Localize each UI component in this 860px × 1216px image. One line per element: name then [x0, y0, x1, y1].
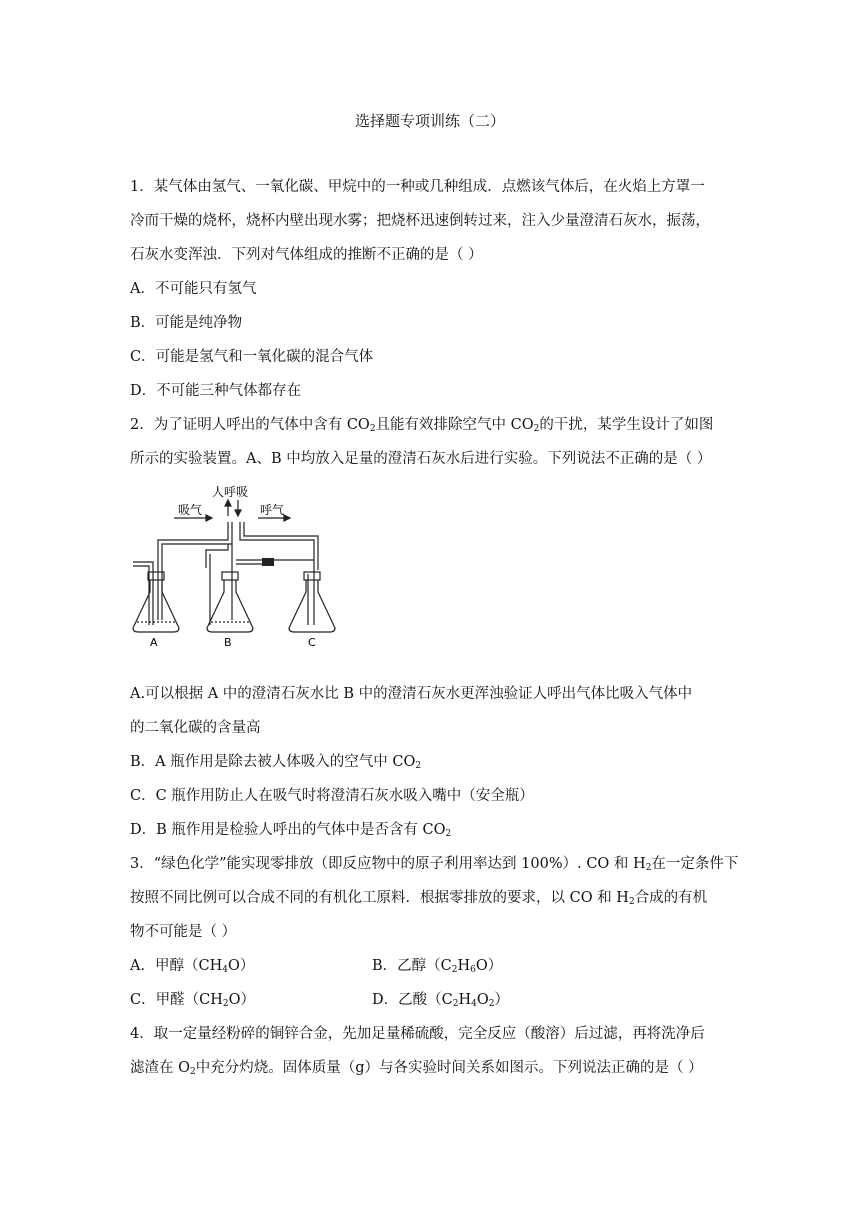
flask-b-stopper: [222, 572, 238, 580]
rubber-clip: [262, 558, 274, 566]
q2-option-b: B．A 瓶作用是除去被人体吸入的空气中 $CO_2$: [130, 754, 422, 771]
q2-option-a-line-2: 的二氧化碳的含量高: [130, 720, 261, 736]
flask-c-label: C: [308, 636, 316, 649]
flask-b-label: B: [224, 636, 232, 649]
q4-stem-line-1: 4．取一定量经粉碎的铜锌合金，先加足量稀硫酸，完全反应（酸溶）后过滤，再将洗净后: [130, 1026, 705, 1042]
q1-stem-line-2: 冷而干燥的烧杯，烧杯内壁出现水雾；把烧杯迅速倒转过来，注入少量澄清石灰水，振荡，: [130, 213, 710, 229]
q2-option-d: D．B 瓶作用是检验人呼出的气体中是否含有 $CO_2$: [130, 822, 452, 839]
q3-options-row-2: [130, 990, 730, 1010]
q3-stem-line-2: 按照不同比例可以合成不同的有机化工原料．根据零排放的要求，以 CO 和 $H_2$合成的有机: [130, 890, 708, 907]
q4-stem-line-2: 滤渣在 $O_2$中充分灼烧。固体质量（g）与各实验时间关系如图示。下列说法正确的是（ ）: [130, 1060, 703, 1077]
q3-option-b: B．乙醇$(C_2H_6O)$: [372, 958, 503, 975]
label-breath: 人呼吸: [212, 485, 249, 499]
q2-stem-line-2: 所示的实验装置。A、B 中均放入足量的澄清石灰水后进行实验。下列说法不正确的是（ ）: [130, 451, 712, 467]
q3-stem-line-3: 物不可能是（ ）: [130, 924, 237, 940]
flask-c-stopper: [304, 572, 320, 580]
q1-stem-line-1: 1．某气体由氢气、一氧化碳、甲烷中的一种或几种组成．点燃该气体后，在火焰上方罩一: [130, 179, 705, 195]
flask-a-label: A: [150, 636, 158, 649]
label-inhale: 吸气: [178, 503, 203, 517]
q3-option-a: A．甲醇$(CH_4O)$: [130, 958, 255, 975]
q1-option-c: C．可能是氢气和一氧化碳的混合气体: [130, 349, 374, 365]
q1-stem-line-3: 石灰水变浑浊．下列对气体组成的推断不正确的是（ ）: [130, 247, 483, 263]
q1-option-d: D．不可能三种气体都存在: [130, 383, 302, 399]
q3-stem-line-1: 3．“绿色化学”能实现零排放（即反应物中的原子利用率达到 100%）. CO 和 $H_2$在一定条件下: [130, 856, 739, 873]
breathing-apparatus-figure: [128, 480, 338, 650]
label-exhale: 呼气: [260, 503, 285, 517]
q2-stem-line-1: 2．为了证明人呼出的气体中含有 $CO_2$且能有效排除空气中 $CO_2$的干扰，某学生设计了如图: [130, 417, 714, 434]
q2-option-a-line-1: A.可以根据 A 中的澄清石灰水比 B 中的澄清石灰水更浑浊验证人呼出气体比吸入气体中: [130, 686, 693, 702]
q1-option-a: A．不可能只有氢气: [130, 281, 257, 297]
q2-option-c: C．C 瓶作用防止人在吸气时将澄清石灰水吸入嘴中（安全瓶）: [130, 788, 534, 804]
q3-option-d: D．乙酸$(C_2H_4O_2)$: [372, 992, 509, 1009]
q3-options-row-1: [130, 956, 730, 976]
page-title: 选择题专项训练（二）: [354, 112, 505, 130]
q1-option-b: B．可能是纯净物: [130, 315, 243, 331]
q3-option-c: C．甲醛$(CH_2O)$: [130, 992, 255, 1009]
